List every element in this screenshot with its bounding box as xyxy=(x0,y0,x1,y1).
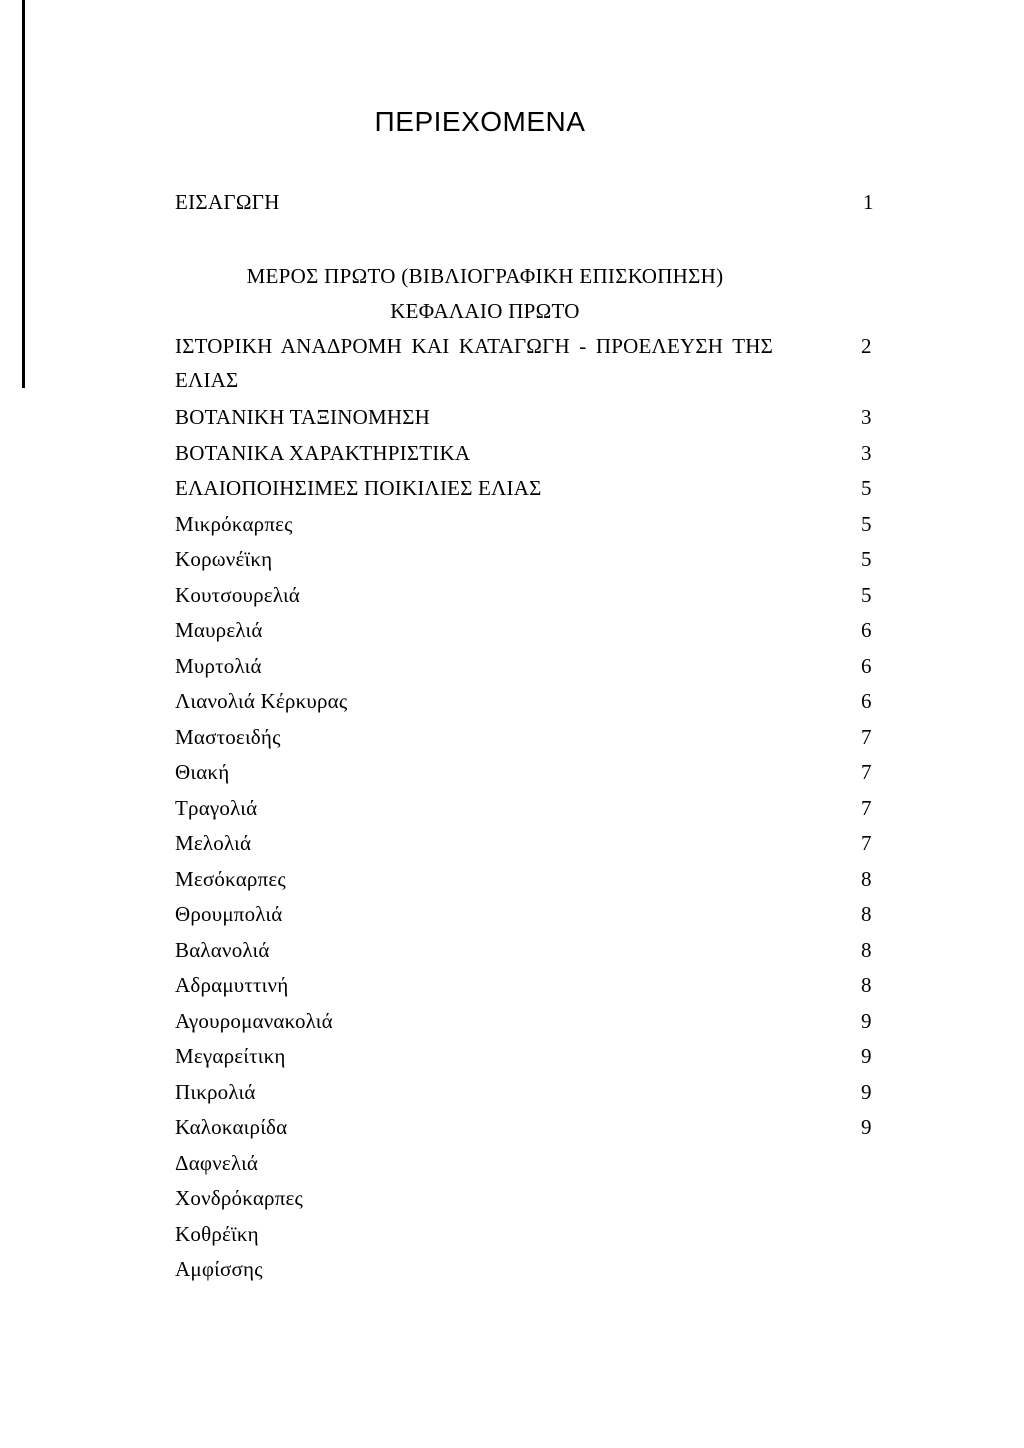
toc-entry-label: Μυρτολιά xyxy=(175,653,262,678)
toc-entry-label: Κοθρέϊκη xyxy=(175,1221,259,1246)
toc-entry-page: 5 xyxy=(861,547,872,571)
toc-entry-label: Μαστοειδής xyxy=(175,724,281,749)
toc-entry-page: 5 xyxy=(861,582,872,607)
toc-entry xyxy=(175,725,875,761)
toc-entry-label: ΕΛΑΙΟΠΟΙΗΣΙΜΕΣ ΠΟΙΚΙΛΙΕΣ ΕΛΙΑΣ xyxy=(175,476,542,500)
toc-entry xyxy=(175,367,875,406)
toc-entry xyxy=(175,973,875,1009)
toc-entry xyxy=(175,902,875,938)
toc-entry-page: 5 xyxy=(861,476,872,500)
toc-entry-page: 1 xyxy=(863,190,874,214)
toc-entry xyxy=(175,512,875,548)
toc-entry-label: ΙΣΤΟΡΙΚΗ ΑΝΑΔΡΟΜΗ ΚΑΙ ΚΑΤΑΓΩΓΗ - ΠΡΟΕΛΕΥΣΗ ΤΗΣ xyxy=(175,334,774,358)
page-title-text: ΠΕΡΙΕΧΟΜΕΝΑ xyxy=(374,106,586,137)
toc-entry-label: Θιακή xyxy=(175,760,230,784)
toc-entry-label: Καλοκαιρίδα xyxy=(175,1115,288,1139)
toc-entry-page: 7 xyxy=(861,795,872,820)
toc-entry xyxy=(175,476,875,512)
toc-entry-label: Δαφνελιά xyxy=(175,1150,259,1175)
toc-entry-label: Κουτσουρελιά xyxy=(175,582,300,607)
toc-entry xyxy=(175,1009,875,1045)
toc-entry xyxy=(175,1151,875,1187)
toc-entry-page: 7 xyxy=(861,760,872,784)
toc-entry-label: Λιανολιά Κέρκυρας xyxy=(175,689,348,713)
toc-entry-page: 8 xyxy=(861,902,872,926)
toc-entry xyxy=(175,796,875,832)
toc-entry-page: 3 xyxy=(861,440,872,465)
toc-entry xyxy=(175,334,875,370)
toc-entry xyxy=(175,405,875,441)
toc-entry-label: Κορωνέϊκη xyxy=(175,547,273,571)
toc-entry xyxy=(175,1115,875,1151)
toc-entry xyxy=(175,618,875,654)
toc-entry xyxy=(175,1186,875,1222)
scan-margin-line xyxy=(22,0,25,388)
toc-entry-page: 7 xyxy=(861,831,872,855)
toc-entry-label: Βαλανολιά xyxy=(175,937,270,962)
toc-entry-label: ΕΛΙΑΣ xyxy=(175,367,239,392)
toc-entry-page: 5 xyxy=(861,511,872,536)
toc-entry xyxy=(175,867,875,903)
toc-entry-label: ΒΟΤΑΝΙΚΑ ΧΑΡΑΚΤΗΡΙΣΤΙΚΑ xyxy=(175,440,471,465)
toc-entry xyxy=(175,760,875,796)
toc-entry xyxy=(175,441,875,477)
toc-entry xyxy=(175,689,875,725)
toc-entry-label: Μαυρελιά xyxy=(175,618,263,642)
toc-list xyxy=(175,334,875,1293)
toc-entry-label: Μικρόκαρπες xyxy=(175,511,293,536)
toc-entry-label: Αδραμυττινή xyxy=(175,973,289,997)
toc-entry-page: 6 xyxy=(861,653,872,678)
toc-entry-page: 2 xyxy=(861,334,872,358)
toc-entry-label: Πικρολιά xyxy=(175,1079,256,1104)
toc-entry-page: 9 xyxy=(861,1008,872,1033)
toc-entry xyxy=(175,1044,875,1080)
toc-entry xyxy=(175,583,875,619)
toc-entry-label: Χονδρόκαρπες xyxy=(175,1186,304,1210)
toc-entry-page: 9 xyxy=(861,1115,872,1139)
toc-entry-label: Μεσόκαρπες xyxy=(175,866,286,891)
toc-entry-label: Αγουρομανακολιά xyxy=(175,1008,333,1033)
toc-entry-page: 8 xyxy=(861,973,872,997)
toc-entry xyxy=(175,1257,875,1293)
page-title xyxy=(0,106,960,138)
chapter-heading: ΚΕΦΑΛΑΙΟ ΠΡΩΤΟ xyxy=(390,299,580,323)
toc-entry-label: ΕΙΣΑΓΩΓΗ xyxy=(175,190,280,214)
toc-entry xyxy=(175,831,875,867)
toc-entry xyxy=(175,938,875,974)
toc-entry-page: 8 xyxy=(861,866,872,891)
toc-entry-label: Θρουμπολιά xyxy=(175,902,283,926)
toc-entry-label: Τραγολιά xyxy=(175,795,258,820)
toc-entry-label: Μεγαρείτικη xyxy=(175,1044,286,1068)
toc-entry-page: 8 xyxy=(861,937,872,962)
toc-entry xyxy=(175,1222,875,1258)
toc-entry-page: 3 xyxy=(861,405,872,429)
toc-entry-label: Μελολιά xyxy=(175,831,252,855)
toc-entry xyxy=(175,654,875,690)
toc-entry-page: 9 xyxy=(861,1079,872,1104)
toc-entry xyxy=(175,547,875,583)
part-heading: ΜΕΡΟΣ ΠΡΩΤΟ (ΒΙΒΛΙΟΓΡΑΦΙΚΗ ΕΠΙΣΚΟΠΗΣΗ) xyxy=(246,264,724,288)
toc-entry-label: Αμφίσσης xyxy=(175,1257,263,1281)
toc-entry-label: ΒΟΤΑΝΙΚΗ ΤΑΞΙΝΟΜΗΣΗ xyxy=(175,405,431,429)
toc-entry-page: 6 xyxy=(861,618,872,642)
toc-entry-page: 9 xyxy=(861,1044,872,1068)
toc-entry-page: 6 xyxy=(861,689,872,713)
toc-entry-page: 7 xyxy=(861,724,872,749)
toc-entry xyxy=(175,1080,875,1116)
